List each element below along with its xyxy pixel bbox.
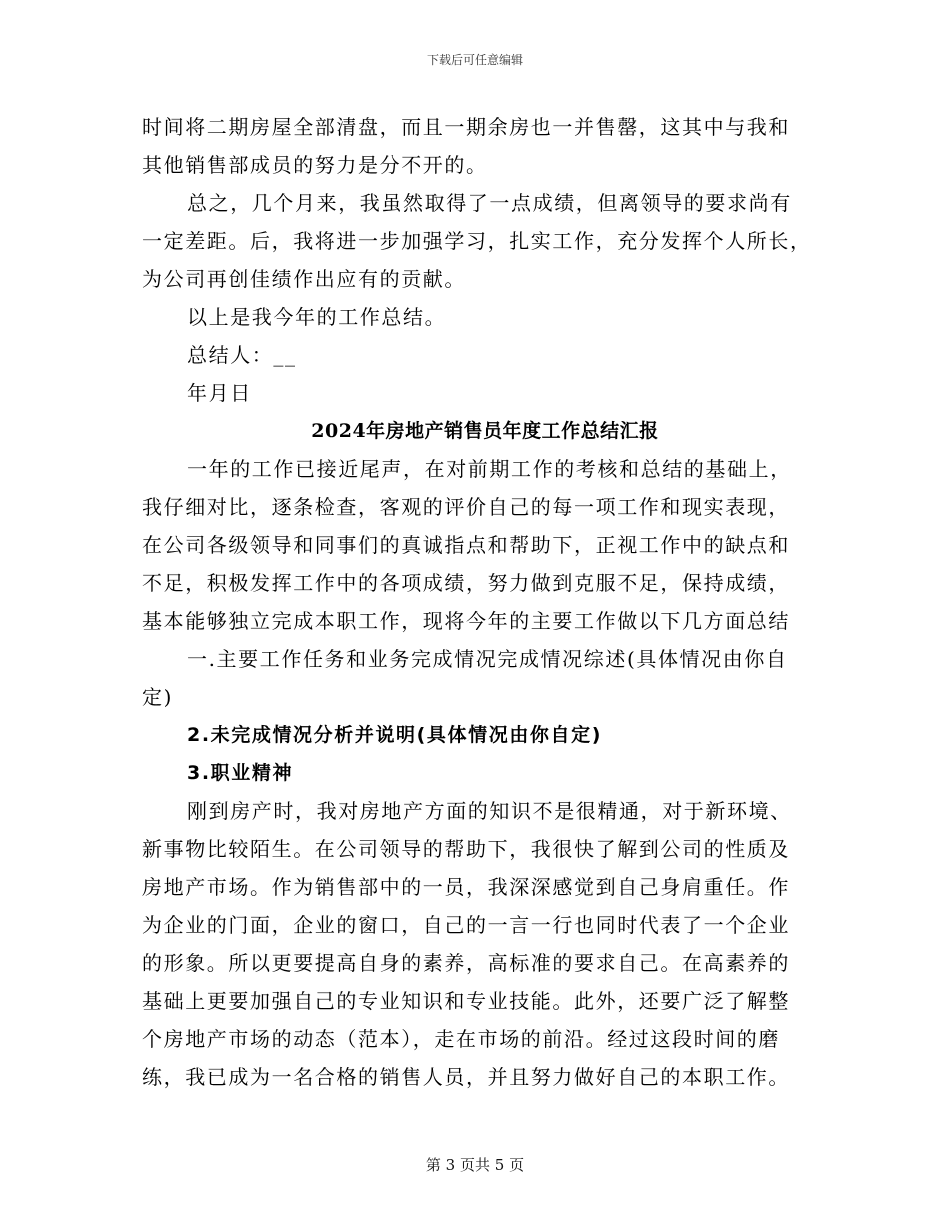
- subheading: 2.未完成情况分析并说明(具体情况由你自定): [187, 724, 603, 746]
- page-header-note: 下载后可任意编辑: [426, 53, 523, 67]
- paragraph-line: 总之，几个月来，我虽然取得了一点成绩，但离领导的要求尚有: [187, 191, 792, 215]
- subheading: 3.职业精神: [187, 762, 294, 784]
- paragraph-line: 基本能够独立完成本职工作，现将今年的主要工作做以下几方面总结: [142, 609, 790, 633]
- paragraph-line: 基础上更要加强自己的专业知识和专业技能。此外，还要广泛了解整: [142, 989, 790, 1013]
- paragraph-line: 为企业的门面，企业的窗口，自己的一言一行也同时代表了一个企业: [142, 913, 790, 937]
- paragraph-line: 在公司各级领导和同事们的真诚指点和帮助下，正视工作中的缺点和: [142, 533, 790, 557]
- paragraph-line: 练，我已成为一名合格的销售人员，并且努力做好自己的本职工作。: [142, 1065, 790, 1089]
- paragraph-line: 其他销售部成员的努力是分不开的。: [142, 153, 488, 177]
- paragraph-line: 不足，积极发挥工作中的各项成绩，努力做到克服不足，保持成绩，: [142, 571, 790, 595]
- paragraph-line: 一定差距。后，我将进一步加强学习，扎实工作，充分发挥个人所长，: [142, 229, 812, 253]
- paragraph-line: 一.主要工作任务和业务完成情况完成情况综述(具体情况由你自: [187, 647, 788, 671]
- section-title: 2024年房地产销售员年度工作总结汇报: [311, 420, 659, 442]
- paragraph-line: 为公司再创佳绩作出应有的贡献。: [142, 267, 466, 291]
- paragraph-line: 个房地产市场的动态（范本），走在市场的前沿。经过这段时间的磨: [142, 1027, 780, 1051]
- date-line: 年月日: [187, 381, 252, 405]
- paragraph-line: 的形象。所以更要提高自身的素养，高标准的要求自己。在高素养的: [142, 951, 790, 975]
- paragraph-line: 一年的工作已接近尾声，在对前期工作的考核和总结的基础上，: [187, 457, 792, 481]
- paragraph-line: 我仔细对比，逐条检查，客观的评价自己的每一项工作和现实表现，: [142, 495, 790, 519]
- page-number: 第 3 页共 5 页: [425, 1156, 525, 1174]
- paragraph-line: 房地产市场。作为销售部中的一员，我深深感觉到自己身肩重任。作: [142, 875, 790, 899]
- paragraph-line: 以上是我今年的工作总结。: [187, 305, 447, 329]
- signer-line: 总结人：__: [187, 343, 297, 367]
- paragraph-line: 定): [142, 685, 174, 709]
- document-body: [142, 108, 812, 1096]
- paragraph-line: 时间将二期房屋全部清盘，而且一期余房也一并售罄，这其中与我和: [142, 115, 790, 139]
- paragraph-line: 新事物比较陌生。在公司领导的帮助下，我很快了解到公司的性质及: [142, 837, 790, 861]
- paragraph-line: 刚到房产时，我对房地产方面的知识不是很精通，对于新环境、: [187, 799, 792, 823]
